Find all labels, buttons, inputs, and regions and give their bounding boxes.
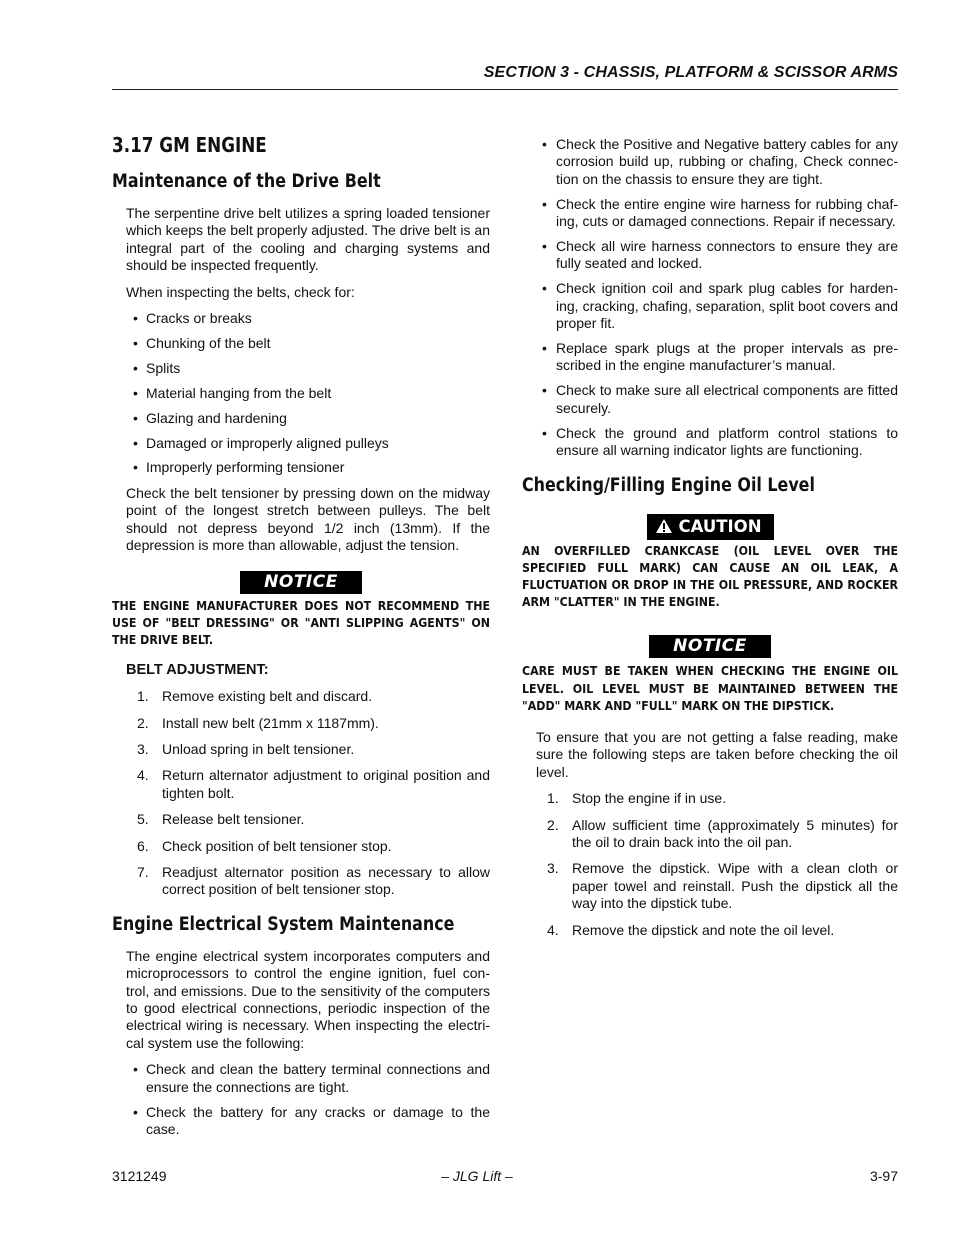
caution-banner: [522, 514, 898, 540]
step-number: 6.: [137, 837, 149, 854]
notice-label: NOTICE: [649, 635, 771, 658]
list-item: [112, 811, 490, 828]
list-item: • Material hanging from the belt: [112, 385, 490, 402]
belt-adjustment-steps: [112, 688, 490, 899]
drive-belt-heading: Maintenance of the Drive Belt: [112, 171, 381, 192]
list-item: [522, 790, 898, 807]
step-number: 1.: [547, 790, 559, 807]
electrical-check-list: [112, 1061, 490, 1138]
caution-text: AN OVERFILLED CRANKCASE (OIL LEVEL OVER THE SPECIFIED FULL MARK) CAN CAUSE AN OIL LEAK, A FLUCTUATION OR DROP IN THE OIL PRESSURE, AND ROCKER ARM "CLATTER" IN THE ENGINE.: [522, 543, 899, 610]
notice-label: NOTICE: [240, 571, 362, 594]
caution-label: CAUTION: [678, 516, 762, 536]
list-item: • Chunking of the belt: [112, 335, 490, 352]
step-text: Unload spring in belt tensioner.: [162, 740, 355, 757]
notice-text: THE ENGINE MANUFACTURER DOES NOT RECOMMEND THE USE OF "BELT DRESSING" OR "ANTI SLIPPING AGENTS" ON THE DRIVE BELT.: [112, 598, 491, 647]
notice-text: CARE MUST BE TAKEN WHEN CHECKING THE ENGINE OIL LEVEL. OIL LEVEL MUST BE MAINTAINED BETWEEN THE "ADD" MARK AND "FULL" MARK ON THE DIPSTICK.: [522, 664, 899, 713]
oil-level-steps: [522, 790, 898, 939]
electrical-check-list-continued: [522, 136, 898, 460]
footer-page-number: 3-97: [869, 1168, 898, 1184]
step-text: Readjust alternator position as necessary to allow correct position of belt tensioner stop.: [162, 863, 490, 898]
step-number: 4.: [137, 767, 149, 784]
list-item: • Check the entire engine wire harness for rubbing chaf-ing, cuts or damaged connections. Repair if necessary.: [522, 196, 898, 231]
list-item: [522, 860, 898, 912]
right-column: [522, 128, 898, 939]
footer-center: – JLG Lift –: [441, 1168, 513, 1184]
list-item: • Cracks or breaks: [112, 310, 490, 327]
list-item: [522, 922, 898, 939]
list-item: • Check the battery for any cracks or damage to the case.: [112, 1104, 490, 1139]
list-item: [112, 688, 490, 705]
list-item: [112, 767, 490, 802]
list-item: • Damaged or improperly aligned pulleys: [112, 435, 490, 452]
step-text: Remove the dipstick and note the oil level.: [572, 921, 835, 938]
electrical-heading: Engine Electrical System Maintenance: [112, 913, 455, 935]
section-header: SECTION 3 - CHASSIS, PLATFORM & SCISSOR ARMS: [483, 64, 898, 81]
list-item: • Glazing and hardening: [112, 410, 490, 427]
step-text: Check position of belt tensioner stop.: [162, 837, 392, 854]
list-item: • Check to make sure all electrical components are fitted securely.: [522, 382, 898, 417]
list-item: • Check the Positive and Negative battery cables for any corrosion build up, rubbing or chafing, Check connec-tion on the chassis to ensure they are tight.: [522, 136, 898, 188]
step-number: 1.: [137, 688, 149, 705]
step-number: 3.: [547, 860, 559, 877]
step-number: 3.: [137, 740, 149, 757]
left-column: [112, 128, 490, 1138]
belt-check-list: [112, 310, 490, 477]
step-number: 2.: [137, 714, 149, 731]
warning-triangle-icon: [655, 518, 673, 540]
step-text: Allow sufficient time (approximately 5 minutes) for the oil to drain back into the oil pan.: [572, 816, 898, 850]
list-item: • Replace spark plugs at the proper intervals as pre-scribed in the engine manufacturer’s manual.: [522, 340, 898, 375]
list-item: • Check the ground and platform control stations to ensure all warning indicator lights are functioning.: [522, 425, 898, 460]
list-item: • Check ignition coil and spark plug cables for harden-ing, cracking, chafing, separation, split boot covers and proper fit.: [522, 280, 898, 332]
step-text: Install new belt (21mm x 1187mm).: [162, 714, 379, 731]
oil-level-intro: To ensure that you are not getting a false reading, make sure the following steps are taken before checking the oil level.: [536, 728, 898, 780]
list-item: [112, 838, 490, 855]
list-item: • Check and clean the battery terminal connections and ensure the connections are tight.: [112, 1061, 490, 1096]
list-item: [112, 715, 490, 732]
step-text: Remove the dipstick. Wipe with a clean cloth or paper towel and reinstall. Push the dipstick all the way into the dipstick tube.: [572, 860, 898, 912]
tensioner-text: Check the belt tensioner by pressing down on the midway point of the longest stretch between pulleys. The belt should not depress beyond 1/2 inch (13mm). If the depression is more than allowable, adjust the tension.: [126, 484, 490, 554]
header-rule: [112, 89, 898, 90]
step-number: 4.: [547, 921, 559, 938]
drive-belt-intro: The serpentine drive belt utilizes a spring loaded tensioner which keeps the belt properly adjusted. The drive belt is an integral part of the cooling and charging systems and should be inspected frequently.: [126, 205, 490, 274]
step-number: 5.: [137, 811, 149, 828]
caution-label-box: [647, 514, 774, 540]
section-title: 3.17 GM ENGINE: [112, 133, 267, 157]
step-number: 2.: [547, 816, 559, 833]
step-text: Return alternator adjustment to original position and tighten bolt.: [162, 767, 490, 801]
list-item: • Check all wire harness connectors to ensure they are fully seated and locked.: [522, 238, 898, 273]
notice-banner: [112, 571, 490, 594]
list-item: • Improperly performing tensioner: [112, 459, 490, 476]
step-text: Remove existing belt and discard.: [162, 688, 373, 705]
notice-banner: [522, 635, 898, 658]
list-item: [112, 864, 490, 899]
footer-doc-number: 3121249: [112, 1168, 167, 1184]
step-text: Stop the engine if in use.: [572, 790, 727, 807]
list-item: • Splits: [112, 360, 490, 377]
check-for-text: When inspecting the belts, check for:: [126, 283, 355, 300]
step-text: Release belt tensioner.: [162, 811, 305, 828]
belt-adjustment-heading: BELT ADJUSTMENT:: [126, 662, 269, 679]
electrical-intro: The engine electrical system incorporates computers and microprocessors to control the engine ignition, fuel con-trol, and emissions. Due to the sensitivity of the computers to good electrical connections, periodic inspection of the electrical wiring is necessary. When inspecting the electri-cal system use the following:: [126, 947, 490, 1051]
oil-level-heading: Checking/Filling Engine Oil Level: [522, 474, 815, 496]
list-item: [112, 741, 490, 758]
list-item: [522, 817, 898, 852]
step-number: 7.: [137, 863, 149, 880]
